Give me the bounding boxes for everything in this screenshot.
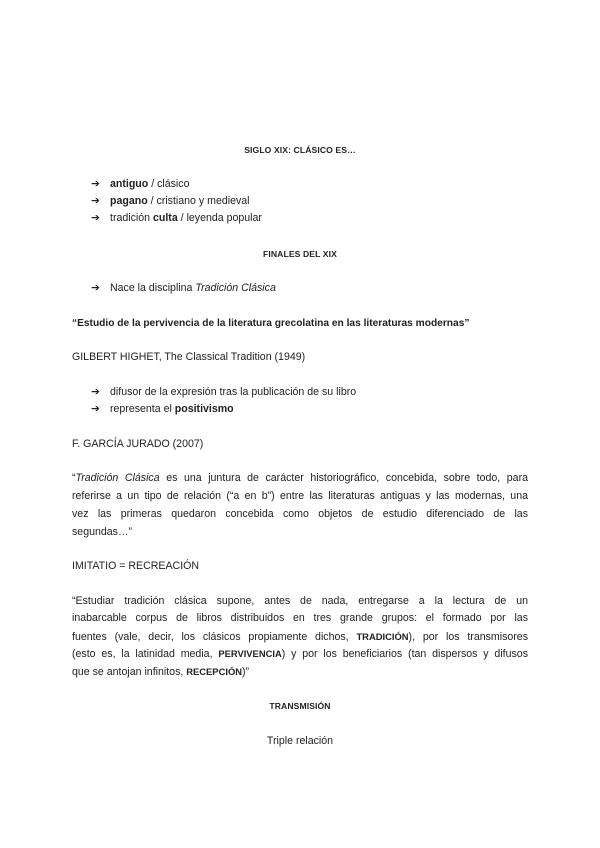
quote-line: referirse a un tipo de relación (“a en b”) entre las literaturas antiguas y las modernas, una: [72, 490, 528, 502]
quote-line: que se antojan infinitos, RECEPCIÓN)”: [72, 666, 250, 678]
heading-finales-xix: FINALES DEL XIX: [263, 249, 337, 259]
list-item: difusor de la expresión tras la publicación de su libro: [110, 386, 357, 398]
list-item: antiguo / clásico: [110, 178, 190, 190]
list-item: tradición culta / leyenda popular: [110, 212, 262, 224]
quote-line: fuentes (vale, decir, los clásicos propiamente dichos, TRADICIÓN), por los transmisores: [72, 631, 528, 643]
quote-line: inabarcable corpus de libros distribuidos en tres grande grupos: el formado por las: [72, 612, 528, 624]
arrow-icon: ➔: [91, 386, 100, 398]
triple-relacion: Triple relación: [266, 735, 334, 747]
list-item: Nace la disciplina Tradición Clásica: [110, 282, 276, 294]
quote-line: vez las primeras quedaron concebida como objetos de estudio diferenciado de las: [72, 508, 528, 520]
quote-line: “Estudiar tradición clásica supone, antes de nada, entregarse a la lectura de un: [72, 595, 528, 607]
arrow-icon: ➔: [91, 282, 100, 294]
quote-line: segundas…”: [72, 526, 133, 538]
heading-transmision: TRANSMISIÓN: [269, 701, 331, 711]
list-item: pagano / cristiano y medieval: [110, 195, 250, 207]
arrow-icon: ➔: [91, 403, 100, 415]
arrow-icon: ➔: [91, 178, 100, 190]
quote-line: “Tradición Clásica es una juntura de carácter historiográfico, concebida, sobre todo, para: [72, 472, 528, 484]
list-item: representa el positivismo: [110, 403, 234, 415]
imitatio-line: IMITATIO = RECREACIÓN: [72, 560, 200, 572]
highet-reference: GILBERT HIGHET, The Classical Tradition (1949): [72, 351, 306, 363]
heading-siglo-xix: SIGLO XIX: CLÁSICO ES…: [244, 145, 356, 155]
arrow-icon: ➔: [91, 195, 100, 207]
quote-title: “Estudio de la pervivencia de la literatura grecolatina en las literaturas modernas”: [72, 318, 470, 329]
arrow-icon: ➔: [91, 212, 100, 224]
garcia-reference: F. GARCÍA JURADO (2007): [72, 438, 204, 450]
quote-line: (esto es, la latinidad media, PERVIVENCIA) y por los beneficiarios (tan dispersos y difusos: [72, 648, 528, 660]
